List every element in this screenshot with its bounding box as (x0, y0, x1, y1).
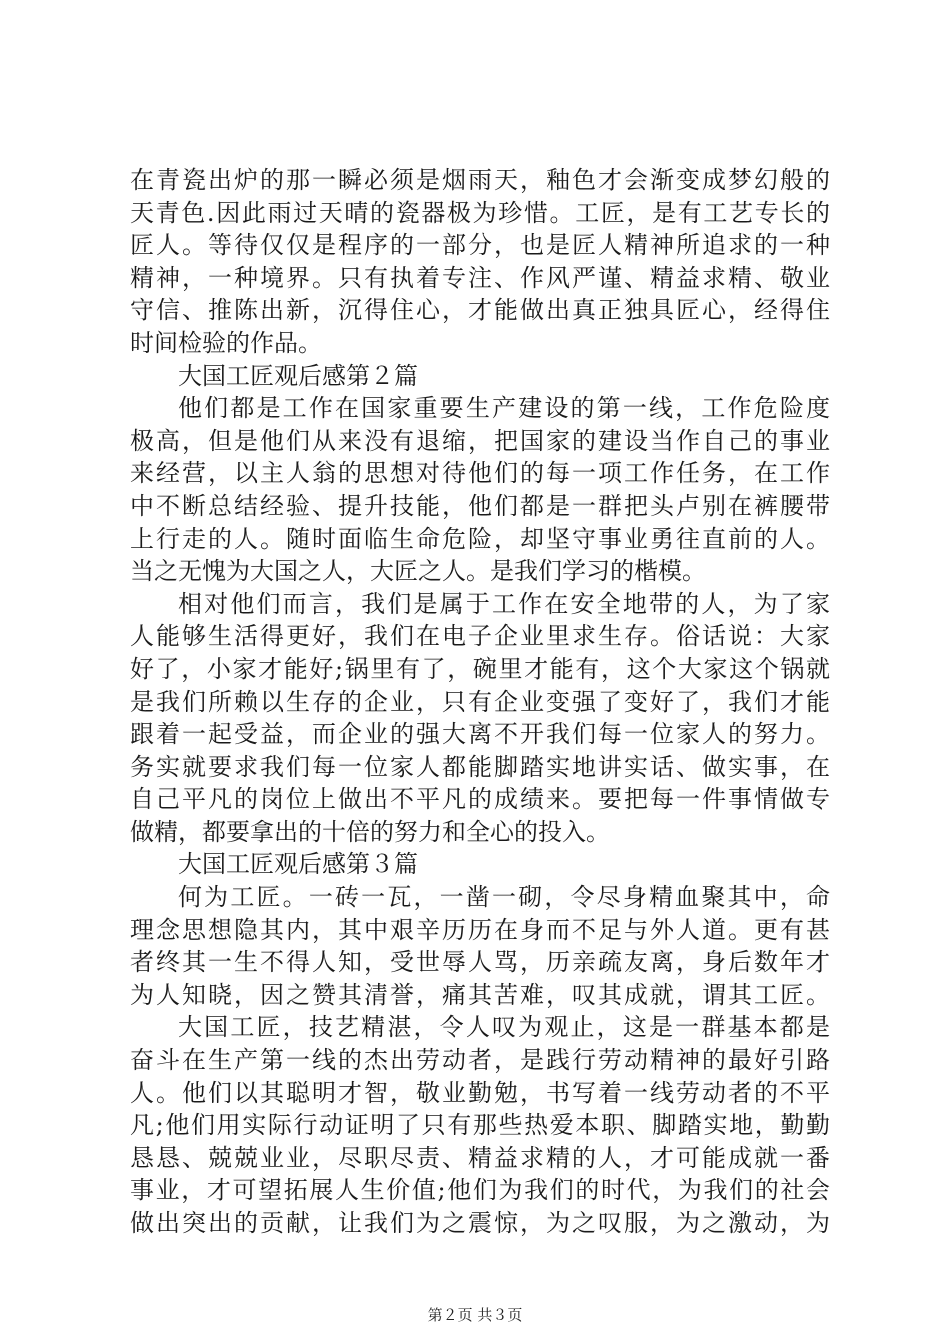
text-line: 匠人。等待仅仅是程序的一部分，也是匠人精神所追求的一种 (130, 231, 830, 260)
page-footer: 第２页 共３页 (427, 1306, 523, 1324)
text-line: 自己平凡的岗位上做出不平凡的成绩来。要把每一件事情做专 (130, 785, 830, 814)
section-heading: 大国工匠观后感第３篇 (178, 850, 418, 879)
text-line: 奋斗在生产第一线的杰出劳动者，是践行劳动精神的最好引路 (130, 1046, 830, 1075)
text-line: 者终其一生不得人知，受世辱人骂，历亲疏友离，身后数年才 (130, 948, 830, 977)
text-line: 做出突出的贡献，让我们为之震惊，为之叹服，为之激动，为 (130, 1209, 830, 1237)
section-heading: 大国工匠观后感第２篇 (178, 361, 418, 390)
text-line: 人。他们以其聪明才智，敬业勤勉，书写着一线劳动者的不平 (130, 1078, 830, 1107)
text-line: 精神，一种境界。只有执着专注、作风严谨、精益求精、敬业 (130, 263, 830, 292)
text-line: 他们都是工作在国家重要生产建设的第一线，工作危险度 (178, 394, 830, 423)
text-line: 务实就要求我们每一位家人都能脚踏实地讲实话、做实事，在 (130, 752, 830, 781)
text-line: 时间检验的作品。 (130, 328, 322, 357)
text-line: 凡;他们用实际行动证明了只有那些热爱本职、脚踏实地，勤勤 (130, 1111, 830, 1140)
text-line: 守信、推陈出新，沉得住心，才能做出真正独具匠心，经得住 (130, 296, 830, 325)
text-line: 是我们所赖以生存的企业，只有企业变强了变好了，我们才能 (130, 687, 830, 716)
text-line: 事业，才可望拓展人生价值;他们为我们的时代，为我们的社会 (130, 1176, 830, 1205)
text-line: 做精，都要拿出的十倍的努力和全心的投入。 (130, 817, 610, 846)
text-line: 跟着一起受益，而企业的强大离不开我们每一位家人的努力。 (130, 720, 830, 749)
text-line: 为人知晓，因之赞其清誉，痛其苦难，叹其成就，谓其工匠。 (130, 980, 830, 1009)
text-line: 何为工匠。一砖一瓦，一凿一砌，令尽身精血聚其中，命 (178, 883, 830, 912)
text-line: 理念思想隐其内，其中艰辛历历在身而不足与外人道。更有甚 (130, 915, 830, 944)
document-body (130, 164, 830, 1240)
text-line: 极高，但是他们从来没有退缩，把国家的建设当作自己的事业 (130, 426, 830, 455)
text-line: 人能够生活得更好，我们在电子企业里求生存。俗话说：大家 (130, 622, 830, 651)
text-line: 恳恳、兢兢业业，尽职尽责、精益求精的人，才可能成就一番 (130, 1143, 830, 1172)
text-line: 好了，小家才能好;锅里有了，碗里才能有，这个大家这个锅就 (130, 654, 830, 683)
text-line: 天青色.因此雨过天晴的瓷器极为珍惜。工匠，是有工艺专长的 (130, 198, 830, 227)
text-line: 在青瓷出炉的那一瞬必须是烟雨天，釉色才会渐变成梦幻般的 (130, 166, 830, 194)
text-line: 当之无愧为大国之人，大匠之人。是我们学习的楷模。 (130, 557, 706, 586)
text-line: 来经营，以主人翁的思想对待他们的每一项工作任务，在工作 (130, 459, 830, 488)
text-line: 中不断总结经验、提升技能，他们都是一群把头卢别在裤腰带 (130, 491, 830, 520)
text-line: 大国工匠，技艺精湛，令人叹为观止，这是一群基本都是 (178, 1013, 830, 1042)
text-line: 相对他们而言，我们是属于工作在安全地带的人，为了家 (178, 589, 830, 618)
text-line: 上行走的人。随时面临生命危险，却坚守事业勇往直前的人。 (130, 524, 830, 553)
